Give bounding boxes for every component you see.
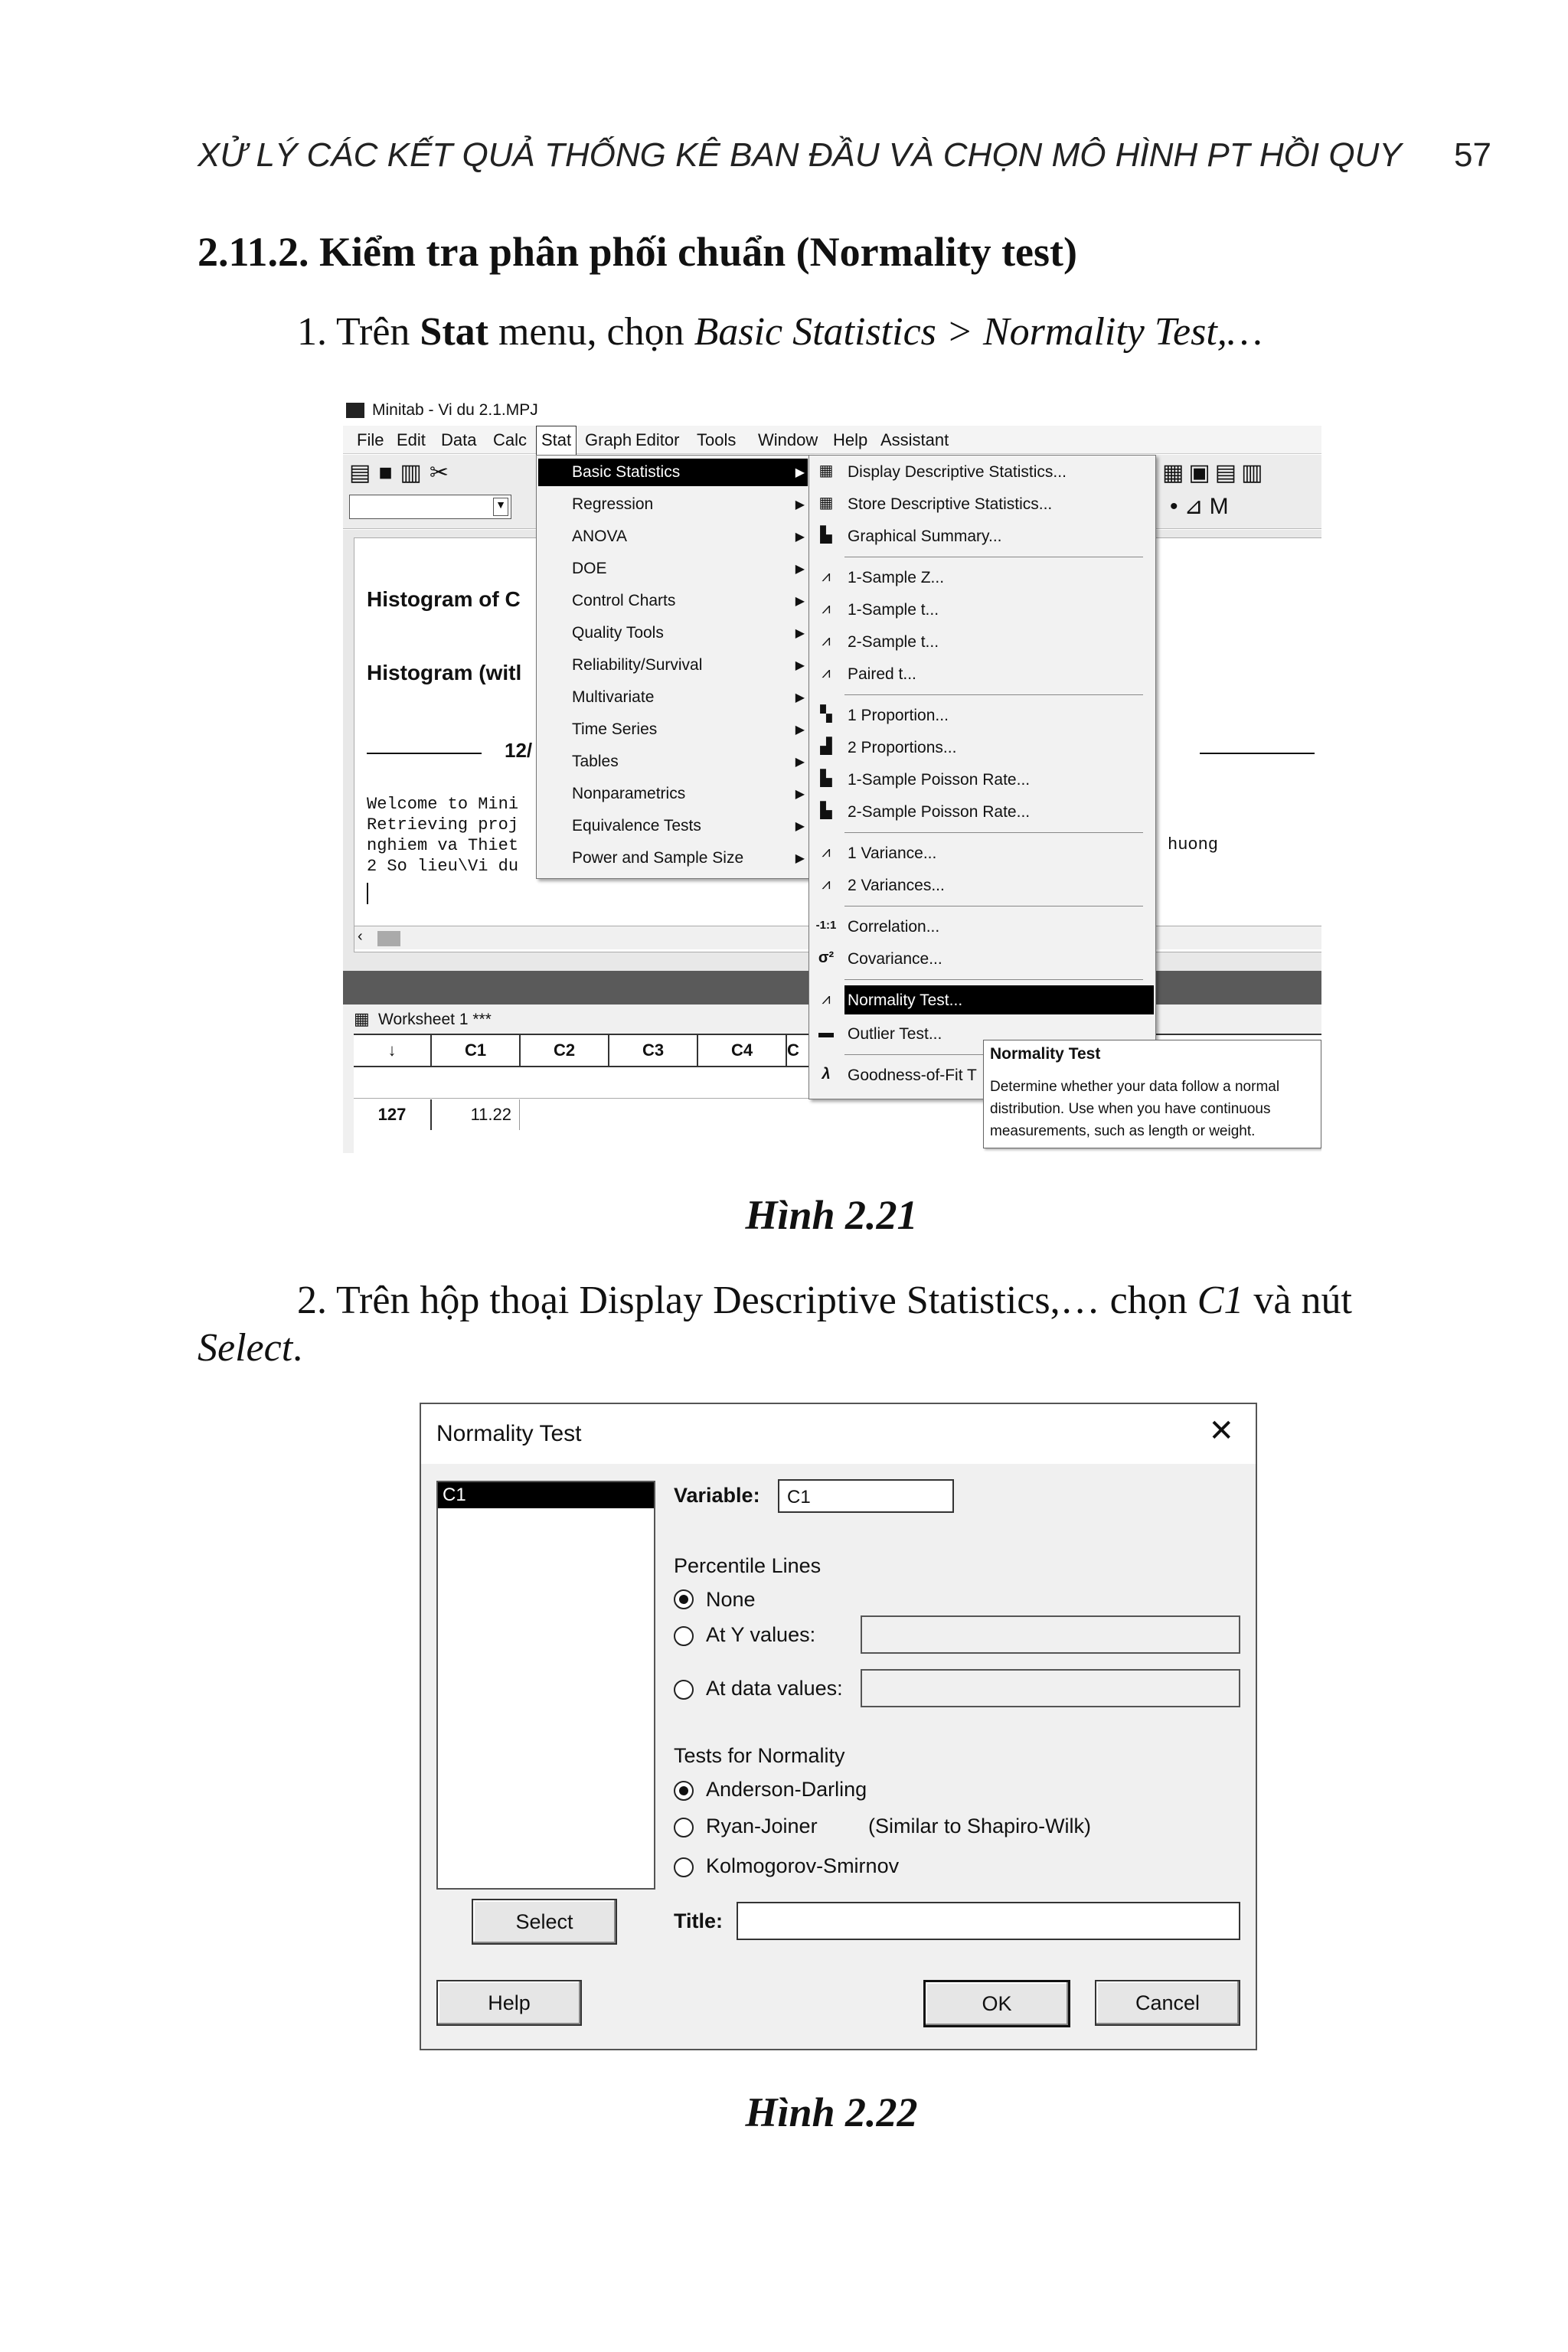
minitab-screenshot — [343, 395, 1321, 1153]
step2-text1: 2. Trên hộp thoại Display Descriptive Statistics,… chọn — [297, 1279, 1197, 1322]
menu-assistant[interactable]: Assistant — [880, 430, 949, 449]
menu-item-reliability[interactable]: Reliability/Survival — [572, 656, 703, 674]
menu-item-graphical-summary[interactable]: Graphical Summary... — [848, 528, 1002, 545]
y-values-input[interactable] — [861, 1615, 1240, 1654]
submenu-arrow-icon: ▶ — [795, 788, 805, 801]
session-heading-2: Histogram (witl — [367, 661, 522, 684]
menu-item-power-sample-size[interactable]: Power and Sample Size — [572, 849, 744, 867]
submenu-arrow-icon: ▶ — [795, 531, 805, 544]
outlier-test-icon: ▬ — [818, 1024, 834, 1041]
column-header[interactable]: C1 — [432, 1035, 521, 1067]
menu-edit[interactable]: Edit — [397, 430, 426, 449]
scroll-left-icon[interactable]: ‹ — [358, 928, 363, 945]
tests-for-normality-title: Tests for Normality — [674, 1744, 845, 1767]
menu-item-1-sample-t[interactable]: 1-Sample t... — [848, 601, 939, 619]
menu-separator — [844, 694, 1143, 695]
store-stats-icon: ▦ — [818, 495, 834, 511]
data-values-input[interactable] — [861, 1669, 1240, 1707]
layout-icon[interactable]: ▦ — [1162, 460, 1189, 485]
variable-list[interactable] — [436, 1481, 655, 1890]
submenu-arrow-icon: ▶ — [795, 852, 805, 865]
menu-item-outlier-test[interactable]: Outlier Test... — [848, 1025, 942, 1043]
chevron-down-icon[interactable]: ▼ — [493, 498, 508, 516]
menu-file[interactable]: File — [357, 430, 384, 449]
two-proportions-icon: ▟ — [820, 738, 832, 755]
step1-prefix: 1. Trên — [297, 310, 420, 354]
grid-icon: ▦ — [354, 1009, 370, 1028]
menu-stat[interactable]: Stat — [536, 426, 577, 456]
radio-anderson-darling[interactable] — [674, 1781, 694, 1801]
session-line: Retrieving proj — [367, 815, 519, 835]
step1-mid: menu, chọn — [488, 310, 694, 354]
column-header[interactable]: C3 — [609, 1035, 698, 1067]
radio-none-label: None — [706, 1588, 756, 1611]
header-title: XỬ LÝ CÁC KẾT QUẢ THỐNG KÊ BAN ĐẦU VÀ CHỌN MÔ HÌNH PT HỒI QUY — [198, 136, 1402, 174]
menu-item-2-variances[interactable]: 2 Variances... — [848, 877, 945, 894]
title-input[interactable] — [737, 1902, 1240, 1940]
section-title: 2.11.2. Kiểm tra phân phối chuẩn (Normality test) — [198, 229, 1078, 275]
submenu-arrow-icon: ▶ — [795, 724, 805, 737]
stat-menu — [536, 455, 812, 879]
menu-item-control-charts[interactable]: Control Charts — [572, 592, 676, 609]
menu-window[interactable]: Window — [758, 430, 818, 449]
row-header-arrow[interactable]: ↓ — [354, 1035, 432, 1067]
menu-item-nonparametrics[interactable]: Nonparametrics — [572, 785, 686, 802]
paired-t-icon: ⩘ — [822, 665, 831, 681]
step2-italic1: C1 — [1197, 1279, 1244, 1322]
menu-calc[interactable]: Calc — [493, 430, 528, 449]
cancel-button[interactable]: Cancel — [1095, 1980, 1240, 2026]
session-line: nghiem va Thiet — [367, 836, 519, 855]
menu-item-doe[interactable]: DOE — [572, 560, 607, 577]
normality-tooltip — [983, 1040, 1321, 1148]
column-header[interactable]: C4 — [698, 1035, 787, 1067]
menu-help[interactable]: Help — [833, 430, 868, 449]
submenu-arrow-icon: ▶ — [795, 595, 805, 608]
menu-item-1-variance[interactable]: 1 Variance... — [848, 844, 937, 862]
submenu-arrow-icon: ▶ — [795, 627, 805, 640]
menu-item-multivariate[interactable]: Multivariate — [572, 688, 655, 706]
menu-item-basic-statistics[interactable]: Basic Statistics — [572, 463, 681, 481]
window-titlebar — [343, 395, 1321, 426]
menu-tools[interactable]: Tools — [697, 430, 737, 449]
normality-test-icon: ⩘ — [822, 991, 831, 1008]
menubar — [343, 426, 1321, 454]
menu-item-1-proportion[interactable]: 1 Proportion... — [848, 707, 949, 724]
menu-item-display-descriptive[interactable]: Display Descriptive Statistics... — [848, 463, 1067, 481]
row-number[interactable]: 127 — [354, 1099, 432, 1130]
panel-icon[interactable]: ▥ — [1241, 460, 1268, 485]
submenu-arrow-icon: ▶ — [795, 820, 805, 833]
title-label: Title: — [674, 1909, 724, 1932]
figure-caption-2: Hình 2.22 — [745, 2089, 918, 2135]
open-icon[interactable]: ▤ — [349, 460, 379, 485]
radio-anderson-darling-label: Anderson-Darling — [706, 1778, 867, 1801]
submenu-arrow-icon: ▶ — [795, 659, 805, 672]
radio-kolmogorov-smirnov[interactable] — [674, 1857, 694, 1877]
menu-graph[interactable]: Graph — [585, 430, 632, 449]
tooltip-line: measurements, such as length or weight. — [990, 1123, 1256, 1139]
poisson-2-icon: ▙ — [820, 802, 832, 819]
divider-right — [1200, 753, 1315, 754]
dialog-title: Normality Test — [436, 1421, 582, 1446]
poisson-1-icon: ▙ — [820, 770, 832, 787]
percentile-lines-title: Percentile Lines — [674, 1554, 822, 1577]
radio-at-data-values[interactable] — [674, 1680, 694, 1700]
dialog-titlebar — [421, 1404, 1256, 1464]
covariance-icon: σ² — [818, 949, 835, 966]
ryan-joiner-note: (Similar to Shapiro-Wilk) — [868, 1815, 1092, 1838]
variable-field[interactable]: C1 — [778, 1479, 954, 1513]
step1-italic: Basic Statistics > Normality Test,… — [694, 310, 1263, 354]
project-dropdown[interactable] — [349, 495, 511, 519]
tooltip-line: Determine whether your data follow a normal — [990, 1079, 1280, 1095]
minitab-logo-icon — [346, 403, 364, 418]
step2-end: . — [292, 1326, 303, 1370]
column-header[interactable]: C2 — [521, 1035, 609, 1067]
running-header — [198, 136, 1491, 175]
submenu-arrow-icon: ▶ — [795, 691, 805, 704]
basic-statistics-submenu — [808, 455, 1156, 1099]
normality-test-dialog — [420, 1403, 1257, 2050]
divider — [367, 753, 482, 754]
menu-item-covariance[interactable]: Covariance... — [848, 950, 942, 968]
menu-item-2-sample-poisson[interactable]: 2-Sample Poisson Rate... — [848, 803, 1031, 821]
menu-data[interactable]: Data — [441, 430, 477, 449]
submenu-arrow-icon: ▶ — [795, 756, 805, 769]
menu-item-2-sample-t[interactable]: 2-Sample t... — [848, 633, 939, 651]
chart-icon[interactable]: ⊿ — [1184, 494, 1210, 519]
tooltip-line: distribution. Use when you have continuous — [990, 1101, 1271, 1117]
step2-text2: và nút — [1243, 1279, 1352, 1322]
save-icon[interactable]: ■ — [378, 460, 400, 485]
radio-ryan-joiner[interactable] — [674, 1818, 694, 1838]
step2-italic2: Select — [198, 1326, 293, 1370]
one-sample-t-icon: ⩘ — [822, 600, 831, 617]
worksheet-title: Worksheet 1 *** — [378, 1011, 492, 1028]
help-button[interactable]: Help — [436, 1980, 582, 2026]
session-right-fragment: huong — [1168, 835, 1219, 854]
menu-item-equivalence-tests[interactable]: Equivalence Tests — [572, 817, 701, 835]
menu-item-paired-t[interactable]: Paired t... — [848, 665, 916, 683]
column-header[interactable]: C — [787, 1035, 835, 1067]
menu-item-time-series[interactable]: Time Series — [572, 720, 658, 738]
menu-item-goodness-of-fit[interactable]: Goodness-of-Fit T — [848, 1067, 977, 1084]
right-toolbar-icons[interactable] — [1162, 459, 1267, 486]
two-sample-t-icon: ⩘ — [822, 632, 831, 649]
two-variances-icon: ⩘ — [822, 876, 831, 893]
radio-at-y-values[interactable] — [674, 1626, 694, 1646]
graph-icons[interactable] — [1170, 493, 1235, 520]
radio-none[interactable] — [674, 1589, 694, 1609]
menu-item-2-proportions[interactable]: 2 Proportions... — [848, 739, 957, 756]
select-button[interactable]: Select — [472, 1899, 617, 1945]
menu-item-tables[interactable]: Tables — [572, 753, 619, 770]
sheet-icon[interactable]: ▣ — [1188, 460, 1215, 485]
session-line: Welcome to Mini — [367, 795, 519, 814]
step-2 — [198, 1277, 1491, 1372]
text-cursor — [367, 883, 368, 904]
session-date: 12/ — [505, 739, 533, 762]
cut-icon[interactable]: ✂ — [429, 460, 456, 485]
page-number: 57 — [1454, 136, 1491, 174]
menu-item-1-sample-z[interactable]: 1-Sample Z... — [848, 569, 945, 586]
close-icon[interactable]: ✕ — [1208, 1414, 1234, 1448]
session-line: 2 So lieu\Vi du — [367, 857, 519, 876]
step-1 — [297, 309, 1263, 354]
print-icon[interactable]: ▥ — [400, 460, 430, 485]
menu-separator — [844, 832, 1143, 833]
submenu-arrow-icon: ▶ — [795, 498, 805, 511]
one-proportion-icon: ▚ — [820, 706, 832, 723]
graphical-summary-icon: ▙ — [820, 527, 832, 544]
correlation-icon: -1:1 — [815, 919, 837, 932]
list-item-c1[interactable]: C1 — [438, 1482, 654, 1508]
session-log — [367, 794, 518, 877]
menu-item-store-descriptive[interactable]: Store Descriptive Statistics... — [848, 495, 1053, 513]
descriptive-stats-icon: ▦ — [818, 462, 834, 479]
table-icon[interactable]: ▤ — [1214, 460, 1242, 485]
radio-at-y-values-label: At Y values: — [706, 1623, 816, 1646]
menu-item-1-sample-poisson[interactable]: 1-Sample Poisson Rate... — [848, 771, 1031, 789]
dot-icon[interactable]: • — [1170, 494, 1184, 519]
tooltip-body — [990, 1076, 1279, 1142]
step1-bold: Stat — [420, 310, 488, 354]
menu-item-correlation[interactable]: Correlation... — [848, 918, 940, 936]
submenu-arrow-icon: ▶ — [795, 563, 805, 576]
scroll-thumb[interactable] — [377, 931, 400, 946]
one-variance-icon: ⩘ — [822, 844, 831, 861]
lambda-icon: λ — [822, 1066, 831, 1083]
menu-item-regression[interactable]: Regression — [572, 495, 654, 513]
toolbar-icons[interactable] — [349, 459, 456, 486]
menu-item-anova[interactable]: ANOVA — [572, 528, 627, 545]
one-sample-z-icon: ⩘ — [822, 568, 831, 585]
figure-caption-1: Hình 2.21 — [745, 1192, 918, 1238]
brush-icon[interactable]: M — [1209, 494, 1235, 519]
menu-separator — [844, 979, 1143, 980]
radio-kolmogorov-smirnov-label: Kolmogorov-Smirnov — [706, 1854, 900, 1877]
tooltip-title: Normality Test — [990, 1045, 1101, 1063]
submenu-arrow-icon: ▶ — [795, 466, 805, 479]
menu-editor[interactable]: Editor — [635, 430, 680, 449]
radio-at-data-values-label: At data values: — [706, 1677, 843, 1700]
ok-button[interactable]: OK — [923, 1980, 1070, 2027]
cell-value[interactable]: 11.22 — [432, 1099, 520, 1130]
session-heading-1: Histogram of C — [367, 587, 521, 611]
menu-item-normality-test[interactable]: Normality Test... — [848, 991, 963, 1009]
window-title: Minitab - Vi du 2.1.MPJ — [372, 401, 538, 419]
menu-item-quality-tools[interactable]: Quality Tools — [572, 624, 664, 642]
radio-ryan-joiner-label: Ryan-Joiner — [706, 1815, 818, 1838]
variable-label: Variable: — [674, 1484, 760, 1507]
